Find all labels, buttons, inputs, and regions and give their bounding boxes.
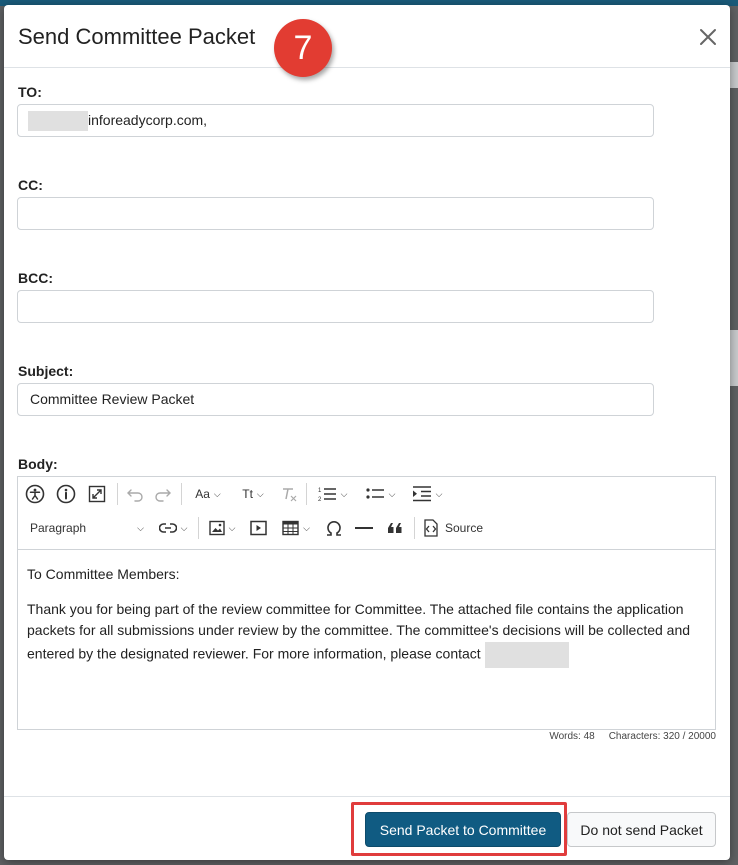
body-label: Body:: [18, 456, 58, 472]
close-icon: [694, 23, 722, 51]
paragraph-format-label: Paragraph: [30, 521, 87, 535]
editor-word-count: [535, 731, 716, 742]
font-size-icon: Tt: [242, 487, 253, 501]
maximize-icon: [88, 485, 106, 503]
bulleted-list-icon: [365, 485, 385, 503]
source-label: Source: [445, 521, 484, 535]
link-icon: [159, 522, 177, 534]
cc-field[interactable]: [17, 197, 654, 230]
undo-button[interactable]: [124, 483, 146, 505]
font-family-dropdown[interactable]: [189, 483, 227, 505]
horizontal-line-button[interactable]: [353, 517, 375, 539]
special-characters-icon: [325, 520, 343, 536]
word-count: Words: 48: [549, 731, 595, 742]
source-icon: [422, 519, 439, 537]
font-size-dropdown[interactable]: [234, 483, 272, 505]
toolbar-separator: [306, 483, 307, 505]
toolbar-separator: [414, 517, 415, 539]
chevron-down-icon: ⌵: [388, 488, 396, 499]
editor-toolbar: [18, 477, 715, 550]
special-characters-button[interactable]: [323, 517, 345, 539]
chevron-down-icon: ⌵: [180, 522, 188, 533]
font-family-icon: Aa: [195, 487, 210, 501]
dialog-header: [4, 5, 730, 68]
step-badge: 7: [274, 19, 332, 77]
horizontal-line-icon: [355, 526, 373, 530]
body-editor: [17, 476, 716, 730]
editor-content[interactable]: [18, 550, 715, 668]
redacted-contact: [485, 642, 569, 668]
indent-icon: [412, 485, 432, 503]
email-body-paragraph: [27, 586, 706, 668]
character-count: Characters: 320 / 20000: [608, 731, 716, 742]
remove-format-icon: [280, 485, 298, 503]
table-icon: [282, 520, 299, 536]
svg-text:2: 2: [317, 497, 321, 503]
email-greeting: To Committee Members:: [27, 566, 180, 582]
background-page-edge: [730, 62, 738, 88]
undo-icon: [126, 485, 144, 503]
toolbar-separator: [198, 517, 199, 539]
media-button[interactable]: [247, 517, 269, 539]
send-packet-button[interactable]: Send Packet to Committee: [365, 812, 561, 847]
table-dropdown[interactable]: [277, 517, 315, 539]
cc-label: CC:: [18, 177, 43, 193]
image-icon: [209, 520, 225, 536]
accessibility-button[interactable]: [24, 483, 46, 505]
accessibility-icon: [25, 484, 45, 504]
image-dropdown[interactable]: [203, 517, 241, 539]
info-icon: [56, 484, 76, 504]
link-dropdown[interactable]: [155, 517, 191, 539]
blockquote-button[interactable]: [384, 517, 406, 539]
numbered-list-icon: [317, 485, 337, 503]
redo-button[interactable]: [152, 483, 174, 505]
redacted-email-user: [28, 111, 88, 131]
chevron-down-icon: ⌵: [137, 522, 144, 533]
source-button[interactable]: [422, 517, 492, 539]
media-icon: [250, 520, 267, 536]
maximize-button[interactable]: [86, 483, 108, 505]
chevron-down-icon: ⌵: [340, 488, 348, 499]
bcc-label: BCC:: [18, 270, 53, 286]
to-field[interactable]: [17, 104, 654, 137]
do-not-send-button[interactable]: Do not send Packet: [567, 812, 716, 847]
blockquote-icon: [386, 521, 404, 535]
chevron-down-icon: ⌵: [435, 488, 443, 499]
svg-text:1: 1: [317, 488, 321, 494]
to-label: TO:: [18, 84, 42, 100]
background-page-edge: [730, 330, 738, 386]
redo-icon: [154, 485, 172, 503]
chevron-down-icon: ⌵: [213, 488, 221, 499]
remove-format-button[interactable]: [278, 483, 300, 505]
indent-dropdown[interactable]: [407, 483, 447, 505]
subject-label: Subject:: [18, 363, 74, 379]
email-body-text: Thank you for being part of the review committee for Committee. The attached file contains the application packets for all submissions under review by the committee. The committee's decisions will be collected and entered by the designated reviewer. For more information, please contact: [27, 600, 691, 662]
dialog-title: Send Committee Packet: [18, 24, 256, 49]
send-committee-packet-dialog: [4, 5, 730, 860]
info-button[interactable]: [55, 483, 77, 505]
subject-field[interactable]: Committee Review Packet: [17, 383, 654, 416]
chevron-down-icon: ⌵: [256, 488, 264, 499]
bcc-field[interactable]: [17, 290, 654, 323]
chevron-down-icon: ⌵: [303, 522, 310, 533]
chevron-down-icon: ⌵: [228, 522, 236, 533]
toolbar-separator: [181, 483, 182, 505]
numbered-list-dropdown[interactable]: [312, 483, 352, 505]
bulleted-list-dropdown[interactable]: [360, 483, 400, 505]
paragraph-format-dropdown[interactable]: [26, 517, 144, 539]
to-field-value: inforeadycorp.com,: [88, 112, 208, 128]
toolbar-separator: [117, 483, 118, 505]
close-button[interactable]: [694, 23, 722, 51]
